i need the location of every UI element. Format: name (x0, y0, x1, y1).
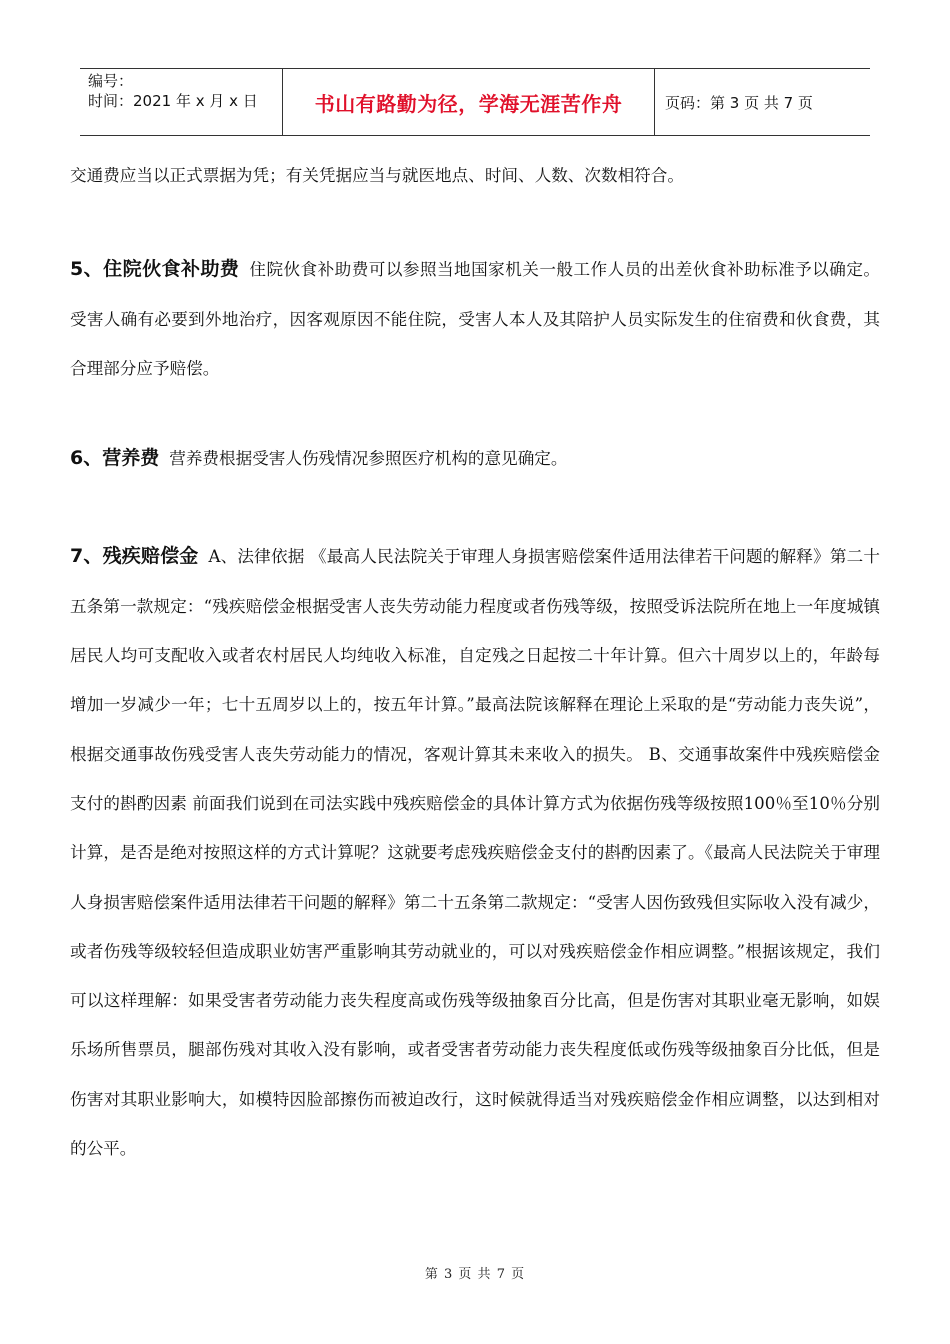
document-body (70, 151, 880, 1173)
section-6-paragraph (70, 434, 880, 483)
document-date-label: 时间：2021 年 x 月 x 日 (88, 92, 258, 110)
section-7-paragraph (70, 532, 880, 1173)
header-motto: 书山有路勤为径，学海无涯苦作舟 (283, 69, 655, 135)
section-7-heading: 7、残疾赔偿金 (70, 545, 199, 568)
document-number-label: 编号： (88, 72, 134, 90)
section-5-body: 住院伙食补助费可以参照当地国家机关一般工作人员的出差伙食补助标准予以确定。 受害人确有必要到外地治疗，因客观原因不能住院，受害人本人及其陪护人员实际发生的住宿费和伙食费，其合理部分应予赔偿。 (70, 260, 880, 378)
page-header (80, 68, 870, 136)
section-5-paragraph (70, 245, 880, 393)
intro-paragraph: 交通费应当以正式票据为凭；有关凭据应当与就医地点、时间、人数、次数相符合。 (70, 166, 684, 185)
header-meta (80, 69, 283, 135)
page-footer: 第 3 页 共 7 页 (424, 1267, 526, 1282)
section-7-body: A、法律依据 《最高人民法院关于审理人身损害赔偿案件适用法律若干问题的解释》第二十五条第一款规定：“残疾赔偿金根据受害人丧失劳动能力程度或者伤残等级，按照受诉法院所在地上一年度城镇居民人均可支配收入或者农村居民人均纯收入标准，自定残之日起按二十年计算。但六十周岁以上的，年龄每增加一岁减少一年；七十五周岁以上的，按五年计算。”最高法院该解释在理论上采取的是“劳动能力丧失说”，根据交通事故伤残受害人丧失劳动能力的情况，客观计算其未来收入的损失。 B、交通事故案件中残疾赔偿金支付的斟酌因素 前面我们说到在司法实践中残疾赔偿金的具体计算方式为依据伤残等级按照100％至10％分别计算，是否是绝对按照这样的方式计算呢？这就要考虑残疾赔偿金支付的斟酌因素了。《最高人民法院关于审理人身损害赔偿案件适用法律若干问题的解释》第二十五条第二款规定：“受害人因伤致残但实际收入没有减少，或者伤残等级较轻但造成职业妨害严重影响其劳动就业的，可以对残疾赔偿金作相应调整。”根据该规定，我们可以这样理解：如果受害者劳动能力丧失程度高或伤残等级抽象百分比高，但是伤害对其职业毫无影响，如娱乐场所售票员，腿部伤残对其收入没有影响，或者受害者劳动能力丧失程度低或伤残等级抽象百分比低，但是伤害对其职业影响大，如模特因脸部擦伤而被迫改行，这时候就得适当对残疾赔偿金作相应调整，以达到相对的公平。 (70, 547, 880, 1159)
section-6-body: 营养费根据受害人伤残情况参照医疗机构的意见确定。 (169, 449, 568, 469)
section-6-heading: 6、营养费 (70, 447, 160, 470)
section-5-heading: 5、住院伙食补助费 (70, 258, 240, 281)
header-page-info: 页码：第 3 页 共 7 页 (665, 93, 813, 112)
